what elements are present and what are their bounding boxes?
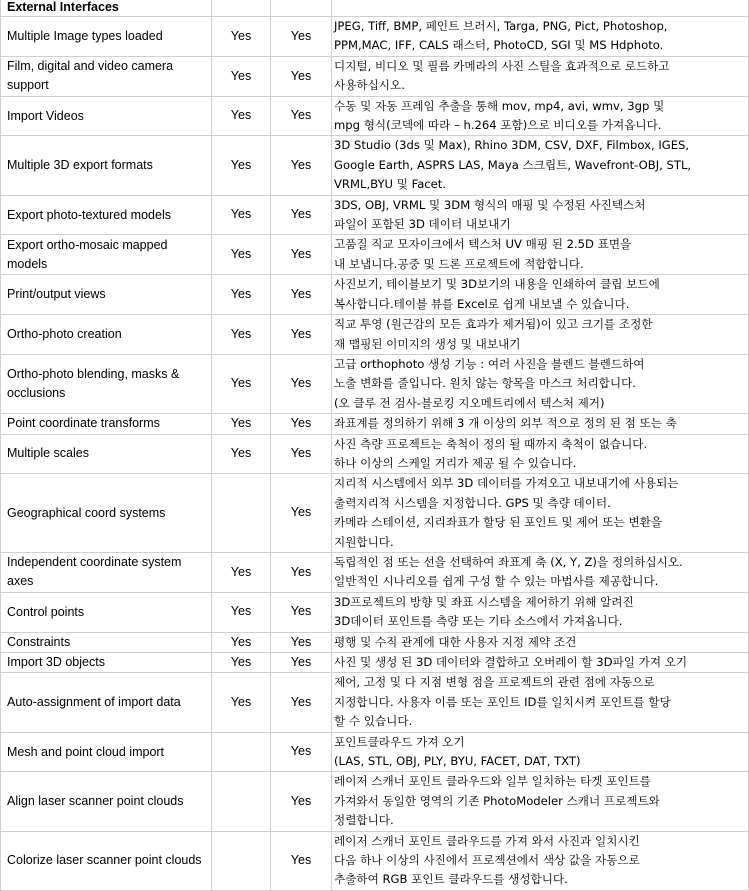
feature-name: Ortho-photo blending, masks & occlusions (1, 354, 212, 413)
table-row (1, 275, 749, 315)
table-row (1, 17, 749, 57)
table-row (1, 632, 749, 652)
table-row (1, 136, 749, 195)
support-col-b: Yes (271, 732, 332, 772)
description-line: mpg 형식(코덱에 따라 – h.264 포함)으로 비디오를 가져옵니다. (334, 118, 662, 133)
feature-description (332, 195, 749, 235)
description-line: 고품질 직교 모자이크에서 텍스처 UV 매핑 된 2.5D 표면을 (334, 237, 632, 252)
support-col-b: Yes (271, 673, 332, 732)
description-line: 파일이 포함된 3D 데이터 내보내기 (334, 217, 511, 232)
feature-name: Auto-assignment of import data (1, 673, 212, 732)
description-line: 카메라 스테이션, 지리좌표가 할당 된 포인트 및 제어 또는 변환을 (334, 515, 663, 530)
feature-description (332, 434, 749, 474)
feature-description (332, 354, 749, 413)
support-col-a: Yes (212, 275, 271, 315)
table-row (1, 235, 749, 275)
feature-name: Point coordinate transforms (1, 414, 212, 434)
empty-cell (212, 0, 271, 17)
description-line: 레이저 스캐너 포인트 클라우드를 가져 와서 사진과 일치시킨 (334, 833, 640, 848)
feature-description (332, 414, 749, 434)
empty-cell (332, 0, 749, 17)
feature-name: Multiple 3D export formats (1, 136, 212, 195)
description-line: 좌표계를 정의하기 위해 3 개 이상의 외부 적으로 정의 된 점 또는 축 (334, 416, 677, 431)
description-line: 재 맵핑된 이미지의 생성 및 내보내기 (334, 336, 521, 351)
table-row (1, 552, 749, 592)
table-row (1, 96, 749, 136)
support-col-a (212, 772, 271, 831)
support-col-b: Yes (271, 653, 332, 673)
feature-description (332, 136, 749, 195)
support-col-b: Yes (271, 414, 332, 434)
feature-name: Control points (1, 592, 212, 632)
support-col-a: Yes (212, 414, 271, 434)
feature-description (332, 592, 749, 632)
feature-name: Multiple Image types loaded (1, 17, 212, 57)
support-col-a: Yes (212, 56, 271, 96)
description-line: 정렬합니다. (334, 813, 394, 828)
description-line: PPM,MAC, IFF, CALS 래스터, PhotoCD, SGI 및 MS Hdphoto. (334, 38, 664, 53)
description-line: 지원합니다. (334, 534, 394, 549)
description-line: JPEG, Tiff, BMP, 페인트 브러시, Targa, PNG, Pict, Photoshop, (334, 19, 668, 33)
table-row (1, 56, 749, 96)
feature-description (332, 275, 749, 315)
table-row (1, 434, 749, 474)
support-col-b: Yes (271, 831, 332, 890)
description-line: 평행 및 수직 관계에 대한 사용자 지정 제약 조건 (334, 634, 577, 649)
feature-name: Mesh and point cloud import (1, 732, 212, 772)
support-col-a (212, 732, 271, 772)
feature-description (332, 552, 749, 592)
table-row (1, 732, 749, 772)
support-col-a: Yes (212, 552, 271, 592)
description-line: 제어, 고정 및 다 지점 변형 점을 프로젝트의 관련 점에 자동으로 (334, 675, 655, 690)
description-line: 3D데이터 포인트를 측량 또는 기타 소스에서 가져옵니다. (334, 614, 623, 629)
feature-description (332, 56, 749, 96)
section-header-row (1, 0, 749, 17)
description-line: 내 보냅니다.공중 및 드론 프로젝트에 적합합니다. (334, 256, 584, 271)
description-line: 일반적인 시나리오를 쉽게 구성 할 수 있는 마법사를 제공합니다. (334, 574, 659, 589)
feature-name: Ortho-photo creation (1, 315, 212, 355)
description-line: 고급 orthophoto 생성 기능 : 여러 사진을 블렌드 블렌드하여 (334, 356, 645, 371)
description-line: 할 수 있습니다. (334, 714, 413, 729)
description-line: 가져와서 동일한 영역의 기존 PhotoModeler 스캐너 프로젝트와 (334, 793, 660, 808)
support-col-b: Yes (271, 772, 332, 831)
feature-description (332, 831, 749, 890)
feature-description (332, 474, 749, 553)
support-col-a: Yes (212, 136, 271, 195)
support-col-b: Yes (271, 136, 332, 195)
table-row (1, 474, 749, 553)
table-row (1, 673, 749, 732)
support-col-b: Yes (271, 315, 332, 355)
feature-name: Import Videos (1, 96, 212, 136)
support-col-b: Yes (271, 474, 332, 553)
description-line: Google Earth, ASPRS LAS, Maya 스크립트, Wavefront-OBJ, STL, (334, 157, 692, 172)
support-col-a: Yes (212, 315, 271, 355)
support-col-b: Yes (271, 96, 332, 136)
feature-name: Independent coordinate system axes (1, 552, 212, 592)
table-row (1, 772, 749, 831)
support-col-b: Yes (271, 592, 332, 632)
table-body (1, 0, 749, 890)
description-line: 지리적 시스템에서 외부 3D 데이터를 가져오고 내보내기에 사용되는 (334, 476, 679, 491)
support-col-a (212, 474, 271, 553)
description-line: 레이저 스캐너 포인트 클라우드와 일부 일치하는 타겟 포인트를 (334, 774, 651, 789)
description-line: 노출 변화를 줄입니다. 원치 않는 항목을 마스크 처리합니다. (334, 376, 636, 391)
feature-name: Constraints (1, 632, 212, 652)
description-line: 사진 측량 프로젝트는 축척이 정의 될 때까지 축척이 없습니다. (334, 436, 648, 451)
table-row (1, 195, 749, 235)
description-line: 3D프로젝트의 방향 및 좌표 시스템을 제어하기 위해 알려진 (334, 594, 634, 609)
description-line: 하나 이상의 스케일 거리가 제공 될 수 있습니다. (334, 455, 577, 470)
feature-name: Align laser scanner point clouds (1, 772, 212, 831)
table-row (1, 315, 749, 355)
support-col-b: Yes (271, 195, 332, 235)
description-line: 지정합니다. 사용자 이름 또는 포인트 ID를 일치시켜 포인트를 할당 (334, 694, 671, 709)
table-row (1, 592, 749, 632)
description-line: 다음 하나 이상의 사진에서 프로젝션에서 색상 값을 자동으로 (334, 853, 640, 868)
description-line: (오 클루 전 검사-블로킹 지오메트리에서 텍스처 제거) (334, 395, 605, 410)
table-row (1, 414, 749, 434)
feature-description (332, 653, 749, 673)
feature-name: Export photo-textured models (1, 195, 212, 235)
support-col-b: Yes (271, 56, 332, 96)
feature-description (332, 632, 749, 652)
feature-description (332, 673, 749, 732)
section-title: External Interfaces (1, 0, 212, 17)
support-col-a: Yes (212, 653, 271, 673)
table-row (1, 831, 749, 890)
support-col-a: Yes (212, 195, 271, 235)
feature-name: Print/output views (1, 275, 212, 315)
description-line: 디지털, 비디오 및 필름 카메라의 사진 스틸을 효과적으로 로드하고 (334, 58, 670, 73)
feature-name: Import 3D objects (1, 653, 212, 673)
support-col-b: Yes (271, 354, 332, 413)
support-col-b: Yes (271, 235, 332, 275)
feature-name: Film, digital and video camera support (1, 56, 212, 96)
support-col-a: Yes (212, 592, 271, 632)
support-col-b: Yes (271, 552, 332, 592)
description-line: 사용하십시오. (334, 78, 405, 93)
feature-name: Geographical coord systems (1, 474, 212, 553)
support-col-a: Yes (212, 354, 271, 413)
support-col-b: Yes (271, 632, 332, 652)
description-line: 사진보기, 테이블보기 및 3D보기의 내용을 인쇄하여 클립 보드에 (334, 277, 660, 292)
feature-description (332, 772, 749, 831)
description-line: 추출하여 RGB 포인트 클라우드를 생성합니다. (334, 872, 568, 887)
support-col-b: Yes (271, 434, 332, 474)
description-line: 3DS, OBJ, VRML 및 3DM 형식의 매핑 및 수정된 사진텍스처 (334, 197, 646, 212)
support-col-b: Yes (271, 275, 332, 315)
feature-description (332, 732, 749, 772)
feature-name: Export ortho-mosaic mapped models (1, 235, 212, 275)
support-col-a (212, 831, 271, 890)
support-col-a: Yes (212, 434, 271, 474)
description-line: 3D Studio (3ds 및 Max), Rhino 3DM, CSV, DXF, Filmbox, IGES, (334, 138, 690, 153)
description-line: 직교 투영 (원근감의 모든 효과가 제거됨)이 있고 크기를 조정한 (334, 317, 653, 332)
support-col-a: Yes (212, 17, 271, 57)
feature-description (332, 96, 749, 136)
support-col-a: Yes (212, 673, 271, 732)
feature-description (332, 17, 749, 57)
table-row (1, 354, 749, 413)
feature-name: Colorize laser scanner point clouds (1, 831, 212, 890)
description-line: 수동 및 자동 프레임 추출을 통해 mov, mp4, avi, wmv, 3gp 및 (334, 98, 665, 113)
description-line: 출력지리적 시스템을 지정합니다. GPS 및 측량 데이터. (334, 495, 611, 510)
support-col-a: Yes (212, 632, 271, 652)
description-line: (LAS, STL, OBJ, PLY, BYU, FACET, DAT, TXT) (334, 754, 581, 769)
feature-description (332, 315, 749, 355)
table-row (1, 653, 749, 673)
description-line: 포인트클라우드 가져 오기 (334, 734, 465, 749)
support-col-b: Yes (271, 17, 332, 57)
feature-description (332, 235, 749, 275)
description-line: 독립적인 점 또는 선을 선택하여 좌표계 축 (X, Y, Z)을 정의하십시오. (334, 554, 683, 569)
empty-cell (271, 0, 332, 17)
feature-name: Multiple scales (1, 434, 212, 474)
description-line: 복사합니다.테이블 뷰를 Excel로 쉽게 내보낼 수 있습니다. (334, 296, 630, 311)
description-line: 사진 및 생성 된 3D 데이터와 결합하고 오버레이 할 3D파일 가져 오기 (334, 655, 688, 669)
description-line: VRML,BYU 및 Facet. (334, 177, 447, 192)
support-col-a: Yes (212, 235, 271, 275)
support-col-a: Yes (212, 96, 271, 136)
